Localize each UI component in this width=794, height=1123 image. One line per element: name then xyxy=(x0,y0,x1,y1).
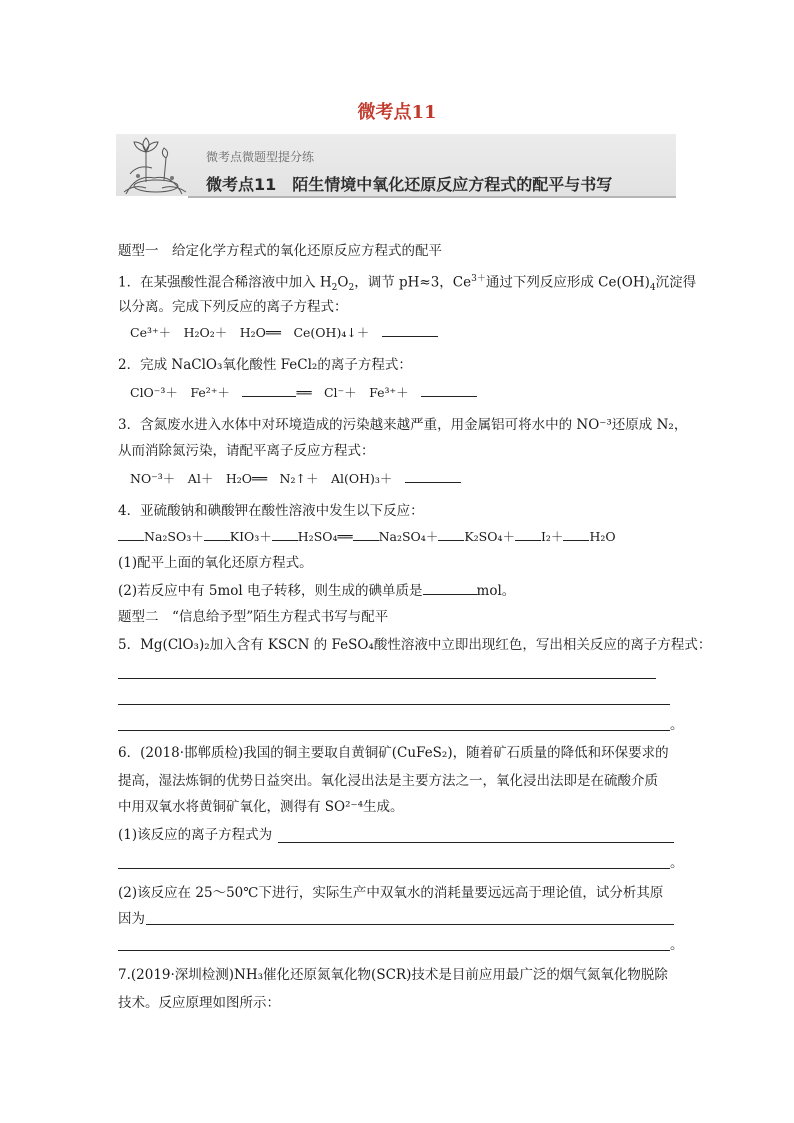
banner-subtitle: 微考点微题型提分练 xyxy=(206,150,315,164)
question-6-sub-1: (1)该反应的离子方程式为 xyxy=(118,827,273,843)
question-6-line-3: 中用双氧水将黄铜矿氧化，测得有 SO²⁻⁴生成。 xyxy=(118,799,404,815)
question-6-line-2: 提高，湿法炼铜的优势日益突出。氧化浸出法是主要方法之一，氧化浸出法即是在硫酸介质 xyxy=(118,773,658,789)
banner-divider xyxy=(188,196,676,198)
question-2-text: 2．完成 NaClO₃氧化酸性 FeCl₂的离子方程式： xyxy=(118,357,412,373)
answer-blank[interactable] xyxy=(405,470,461,483)
question-1-line-1: 1．在某强酸性混合稀溶液中加入 $H_2O_2$，调节 pH≈3，$Ce^{3+}$通过下列反应形成 $Ce(OH)_4$沉淀得 xyxy=(118,274,697,294)
question-6-line-1: 6．(2018·邯郸质检)我国的铜主要取自黄铜矿(CuFeS₂)，随着矿石质量的降低和环保要求的 xyxy=(118,745,669,761)
answer-blank[interactable] xyxy=(204,528,230,541)
question-6-sub-2-line-1: (2)该反应在 25～50℃下进行，实际生产中双氧水的消耗量要远远高于理论值，试分析其原 xyxy=(118,885,664,901)
question-6-sub-2-line-2: 因为 xyxy=(118,911,145,927)
question-3-equation: NO⁻³＋ Al＋ H₂O══ N₂↑＋ Al(OH)₃＋ xyxy=(130,470,461,488)
answer-blank[interactable] xyxy=(353,528,379,541)
answer-blank[interactable] xyxy=(515,528,541,541)
banner-heading: 微考点11 陌生情境中氧化还原反应方程式的配平与书写 xyxy=(206,175,613,194)
question-4-sub-1: (1)配平上面的氧化还原方程式。 xyxy=(118,555,313,571)
page-title: 微考点11 xyxy=(357,102,437,123)
answer-line[interactable] xyxy=(278,842,674,843)
answer-line[interactable] xyxy=(118,704,670,705)
question-1-line-2: 以分离。完成下列反应的离子方程式： xyxy=(118,299,348,315)
answer-line[interactable] xyxy=(146,924,674,925)
answer-line[interactable] xyxy=(118,730,670,731)
answer-blank[interactable] xyxy=(563,528,589,541)
answer-line[interactable] xyxy=(118,678,656,679)
question-4-text: 4．亚硫酸钠和碘酸钾在酸性溶液中发生以下反应： xyxy=(118,503,424,519)
answer-blank[interactable] xyxy=(382,324,438,337)
answer-blank[interactable] xyxy=(438,528,464,541)
question-2-equation: ClO⁻³＋ Fe²⁺＋ ══ Cl⁻＋ Fe³⁺＋ xyxy=(130,384,477,402)
question-3-line-2: 从而消除氮污染，请配平离子反应方程式： xyxy=(118,443,375,459)
period-mark: 。 xyxy=(670,855,684,871)
question-7-line-2: 技术。反应原理如图所示： xyxy=(118,995,280,1011)
answer-line[interactable] xyxy=(118,950,670,951)
answer-blank[interactable] xyxy=(242,384,296,397)
lotus-illustration-icon xyxy=(116,134,192,200)
question-4-equation: Na₂SO₃＋ KIO₃＋ H₂SO₄══ Na₂SO₄＋ K₂SO₄＋ I₂＋ H₂O xyxy=(118,528,616,546)
period-mark: 。 xyxy=(670,937,684,953)
question-7-line-1: 7.(2019·深圳检测)NH₃催化还原氮氧化物(SCR)技术是目前应用最广泛的烟气氮氧化物脱除 xyxy=(118,967,668,983)
question-4-sub-2: (2)若反应中有 5mol 电子转移，则生成的碘单质是 mol。 xyxy=(118,583,516,599)
answer-blank[interactable] xyxy=(421,384,477,397)
section-heading-1: 题型一 给定化学方程式的氧化还原反应方程式的配平 xyxy=(118,243,442,259)
answer-blank[interactable] xyxy=(118,528,144,541)
banner xyxy=(116,134,676,202)
question-3-line-1: 3．含氮废水进入水体中对环境造成的污染越来越严重，用金属铝可将水中的 NO⁻³还原成 N₂， xyxy=(118,417,688,433)
answer-line[interactable] xyxy=(118,868,670,869)
answer-blank[interactable] xyxy=(272,528,298,541)
question-5-text: 5．Mg(ClO₃)₂加入含有 KSCN 的 FeSO₄酸性溶液中立即出现红色，写出相关反应的离子方程式： xyxy=(118,637,712,653)
answer-blank[interactable] xyxy=(423,582,477,595)
period-mark: 。 xyxy=(670,717,684,733)
question-1-equation: Ce³⁺＋ H₂O₂＋ H₂O══ Ce(OH)₄↓＋ xyxy=(130,324,438,342)
section-heading-2: 题型二 “信息给予型”陌生方程式书写与配平 xyxy=(118,609,389,625)
